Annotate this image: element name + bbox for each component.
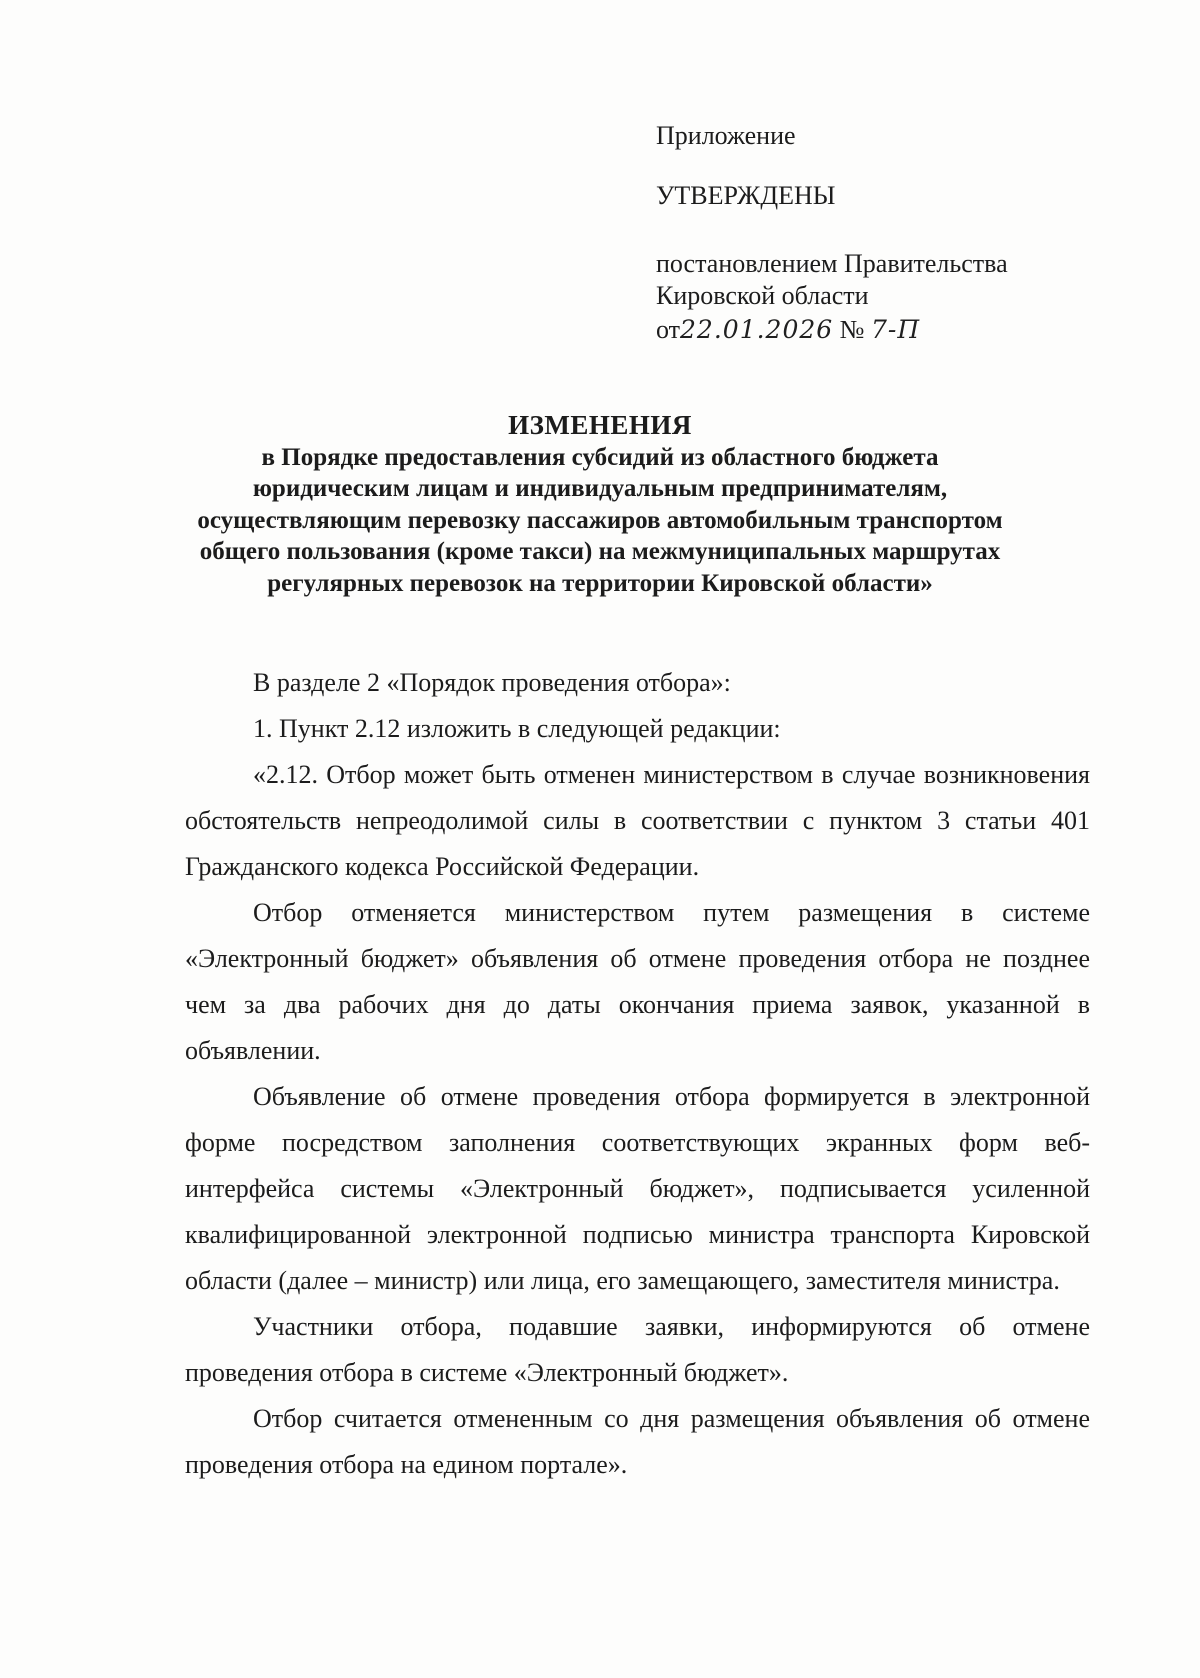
heading-line: юридическим лицам и индивидуальным предпринимателям,	[252, 475, 948, 502]
heading-line: в Порядке предоставления субсидий из областного бюджета	[261, 443, 939, 471]
handwritten-number: 7-П	[870, 315, 921, 344]
number-prefix: №	[839, 315, 865, 344]
paragraph-announcement: Объявление об отмене проведения отбора формируется в электронной форме посредством заполнения соответствующих экранных форм веб-интерфейса системы «Электронный бюджет», подписывается усиленной квалифицированной электронной подписью министра транспорта Кировской области (далее – министр) или лица, его замещающего, заместителя министра.	[185, 1082, 1090, 1295]
resolution-line-1: постановлением Правительства	[656, 249, 1008, 278]
heading-line: осуществляющим перевозку пассажиров автомобильным транспортом	[197, 506, 1003, 534]
paragraph-cancelled: Отбор считается отмененным со дня размещения объявления об отмене проведения отбора на едином портале».	[185, 1404, 1090, 1479]
heading-line: регулярных перевозок на территории Кировской области»	[267, 569, 933, 597]
paragraph-cancellation: Отбор отменяется министерством путем размещения в системе «Электронный бюджет» объявления об отмене проведения отбора не позднее чем за два рабочих дня до даты окончания приема заявок, указанной в объявлении.	[185, 898, 1090, 1065]
paragraph-2-12: «2.12. Отбор может быть отменен министерством в случае возникновения обстоятельств непреодолимой силы в соответствии с пунктом 3 статьи 401 Гражданского кодекса Российской Федерации.	[185, 760, 1090, 881]
approved-label: УТВЕРЖДЕНЫ	[656, 181, 836, 210]
heading-line: общего пользования (кроме такси) на межмуниципальных маршрутах	[199, 538, 1001, 565]
item-1: 1. Пункт 2.12 изложить в следующей редакции:	[253, 714, 781, 743]
date-prefix: от	[656, 315, 681, 344]
document-body	[185, 660, 1090, 1488]
heading-title: ИЗМЕНЕНИЯ	[508, 410, 692, 440]
resolution-line-2: Кировской области	[656, 281, 869, 310]
appendix-label: Приложение	[656, 121, 796, 150]
handwritten-date: 22.01.2026	[680, 315, 834, 344]
section-intro: В разделе 2 «Порядок проведения отбора»:	[253, 668, 731, 697]
paragraph-participants: Участники отбора, подавшие заявки, информируются об отмене проведения отбора в системе «Электронный бюджет».	[185, 1312, 1090, 1387]
resolution-date-line	[656, 314, 920, 346]
document-heading	[150, 410, 1050, 599]
